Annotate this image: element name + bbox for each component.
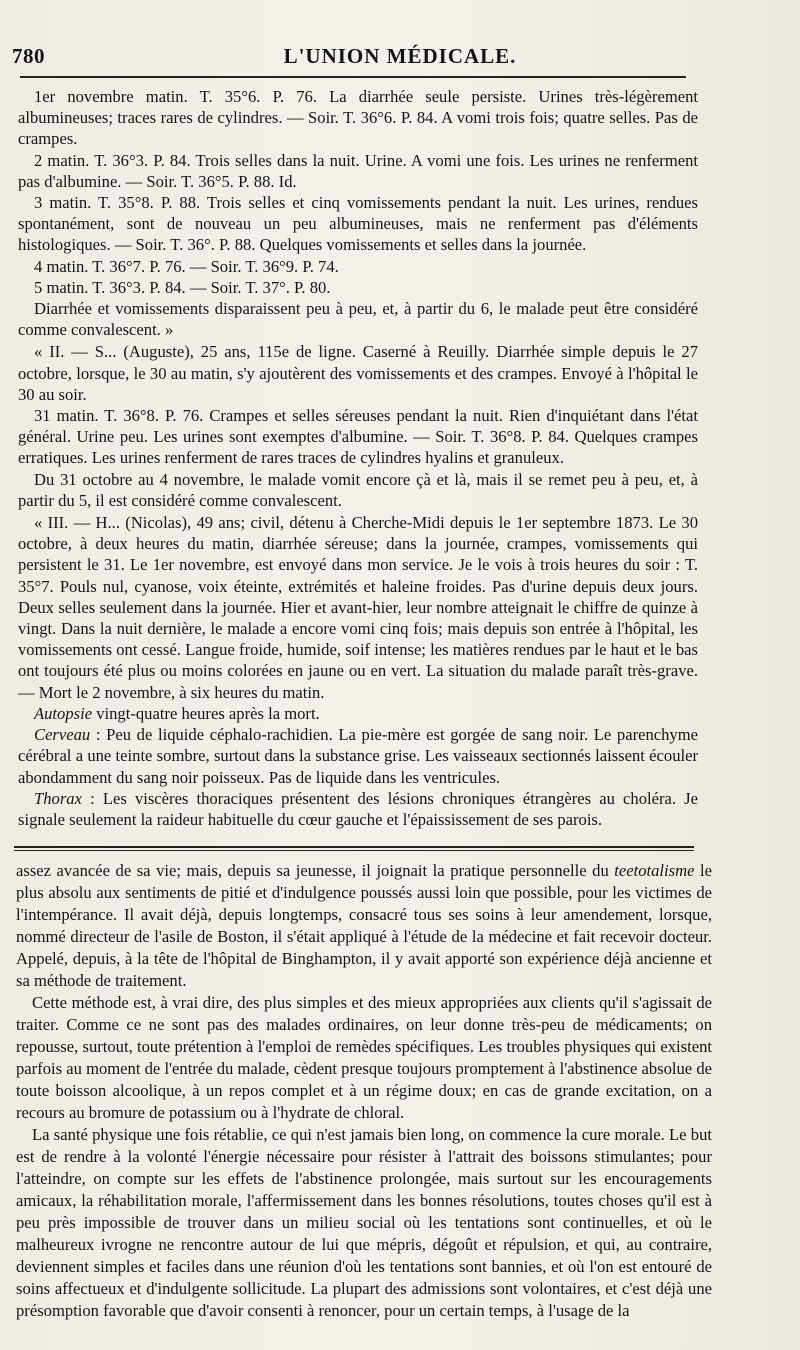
thorax-label: Thorax — [34, 788, 82, 808]
case-two-intro: « II. — S... (Auguste), 25 ans, 115e de ligne. Caserné à Reuilly. Diarrhée simple depuis le 27 octobre, lorsque, le 30 au matin, s'y ajoutèrent des vomissements et des crampes. Envoyé à l'hôpital le 30 au soir. — [18, 342, 698, 404]
header-rule — [20, 76, 686, 78]
autopsie-text: vingt-quatre heures après la mort. — [92, 703, 320, 723]
cerveau-label: Cerveau — [34, 725, 91, 745]
feuilleton-p1-start: assez avancée de sa vie; mais, depuis sa jeunesse, il joignait la pratique personnelle du — [16, 861, 615, 880]
feuilleton-paragraph-1 — [16, 860, 712, 992]
case-one-day-2: 2 matin. T. 36°3. P. 84. Trois selles dans la nuit. Urine. A vomi une fois. Les urines ne renferment pas d'albumine. — Soir. T. 36°5. P. 88. Id. — [18, 150, 698, 191]
article-body — [18, 86, 698, 830]
case-one-day-4: 4 matin. T. 36°7. P. 76. — Soir. T. 36°9. P. 74. — [34, 256, 339, 276]
page-header — [12, 44, 788, 74]
case-one-day-1: 1er novembre matin. T. 35°6. P. 76. La diarrhée seule persiste. Urines très-légèrement albumineuses; traces rares de cylindres. — Soir. T. 36°6. P. 84. A vomi trois fois; quatre selles. Pas de crampes. — [18, 87, 698, 149]
case-three-thorax — [18, 788, 698, 830]
autopsie-label: Autopsie — [34, 703, 93, 723]
feuilleton-paragraph-2: Cette méthode est, à vrai dire, des plus simples et des mieux appropriées aux clients qu'il s'agissait de traiter. Comme ce ne sont pas des malades ordinaires, on leur donne très-peu de médicaments; on repousse, surtout, toute prétention à l'emploi de remèdes spécifiques. Les troubles physiques qui existent parfois au moment de l'entrée du malade, cèdent presque toujours promptement à l'abstinence absolue de toute boisson alcoolique, à un repos complet et à un régime doux; en cas de grande excitation, on a recours au bromure de potassium ou à l'hydrate de chloral. — [16, 993, 712, 1122]
case-two-conclusion: Du 31 octobre au 4 novembre, le malade vomit encore çà et là, mais il se remet peu à peu, et, à partir du 5, il est considéré comme convalescent. — [18, 469, 698, 510]
case-three-history: « III. — H... (Nicolas), 49 ans; civil, détenu à Cherche-Midi depuis le 1er septembre 1873. Le 30 octobre, à deux heures du matin, diarrhée séreuse; dans la journée, crampes, vomissements qui persistent le 31. Le 1er novembre, est envoyé dans mon service. Je le vois à trois heures du soir : T. 35°7. Pouls nul, cyanose, voix éteinte, extrémités et haleine froides. Pas d'urine depuis deux jours. Deux selles seulement dans la journée. Hier et avant-hier, leur nombre atteignait le chiffre de quinze à vingt. Dans la nuit dernière, le malade a encore vomi cinq fois; mais depuis son entrée à l'hôpital, les vomissements ont cessé. Langue froide, humide, soif intense; les matières rendues par le haut et le bas ont toujours été plus ou moins colorées en jaune ou en vert. La situation du malade paraît très-grave. — Mort le 2 novembre, à six heures du matin. — [18, 513, 698, 702]
case-three-autopsie — [18, 703, 698, 724]
feuilleton-p1-end: le plus absolu aux sentiments de pitié et d'indulgence poussés aussi loin que possible, pour les victimes de l'intempérance. Il avait déjà, depuis longtemps, consacré tous ses soins à leur amendement, lorsque, nommé directeur de l'asile de Boston, il s'était appliqué à l'étude de la médecine et fait recevoir docteur. Appelé, depuis, à la tête de l'hôpital de Binghampton, il y avait apporté son expérience déjà ancienne et sa méthode de traitement. — [16, 861, 712, 990]
case-one-conclusion: Diarrhée et vomissements disparaissent peu à peu, et, à partir du 6, le malade peut être considéré comme convalescent. » — [18, 299, 698, 340]
cerveau-text: : Peu de liquide céphalo-rachidien. La pie-mère est gorgée de sang noir. Le parenchyme cérébral a une teinte sombre, surtout dans la substance grise. Les vaisseaux sectionnés laissent écouler abondamment du sang noir poisseux. Pas de liquide dans les ventricules. — [18, 725, 698, 787]
case-one-day-3: 3 matin. T. 35°8. P. 88. Trois selles et cinq vomissements pendant la nuit. Les urines, rendues spontanément, sont de nouveau un peu albumineuses, mais ne renferment pas d'éléments histologiques. — Soir. T. 36°. P. 88. Quelques vomissements et selles dans la journée. — [18, 193, 698, 255]
feuilleton-paragraph-3: La santé physique une fois rétablie, ce qui n'est jamais bien long, on commence la cure morale. Le but est de rendre à la volonté l'énergie nécessaire pour résister à l'attrait des boissons stimulantes; pour l'atteindre, on compte sur les effets de l'abstinence prolongée, mais surtout sur les encouragements amicaux, la réhabilitation morale, l'affermissement dans les bonnes résolutions, toutes choses qu'il est à peu près impossible de trouver dans un milieu social où les tentations sont continuelles, et où le malheureux ivrogne ne rencontre autour de lui que mépris, dégoût et répulsion, et qui, au contraire, deviennent simples et faciles dans une réunion d'où les tentations sont bannies, et où l'on est entouré de soins affectueux et d'indulgente sollicitude. La plupart des admissions sont volontaires, et c'est déjà une présomption favorable que d'avoir consenti à renoncer, pour un certain temps, à l'usage de la — [16, 1125, 712, 1320]
case-two-day-31: 31 matin. T. 36°8. P. 76. Crampes et selles séreuses pendant la nuit. Rien d'inquiétant dans l'état général. Urine peu. Les urines sont exemptes d'albumine. — Soir. T. 36°8. P. 84. Quelques crampes erratiques. Les urines renferment de rares traces de cylindres hyalins et granuleux. — [18, 406, 698, 468]
journal-title: L'UNION MÉDICALE. — [283, 44, 517, 68]
case-one-day-5: 5 matin. T. 36°3. P. 84. — Soir. T. 37°. P. 80. — [34, 277, 331, 297]
case-three-cerveau — [18, 724, 698, 788]
page-number: 780 — [12, 44, 45, 68]
feuilleton-separator — [14, 846, 694, 851]
feuilleton-body — [16, 860, 712, 1322]
thorax-text: : Les viscères thoraciques présentent des lésions chroniques étrangères au choléra. Je signale seulement la raideur habituelle du cœur gauche et l'épaississement de ses parois. — [18, 788, 698, 829]
teetotalisme-term: teetotalisme — [614, 861, 695, 880]
